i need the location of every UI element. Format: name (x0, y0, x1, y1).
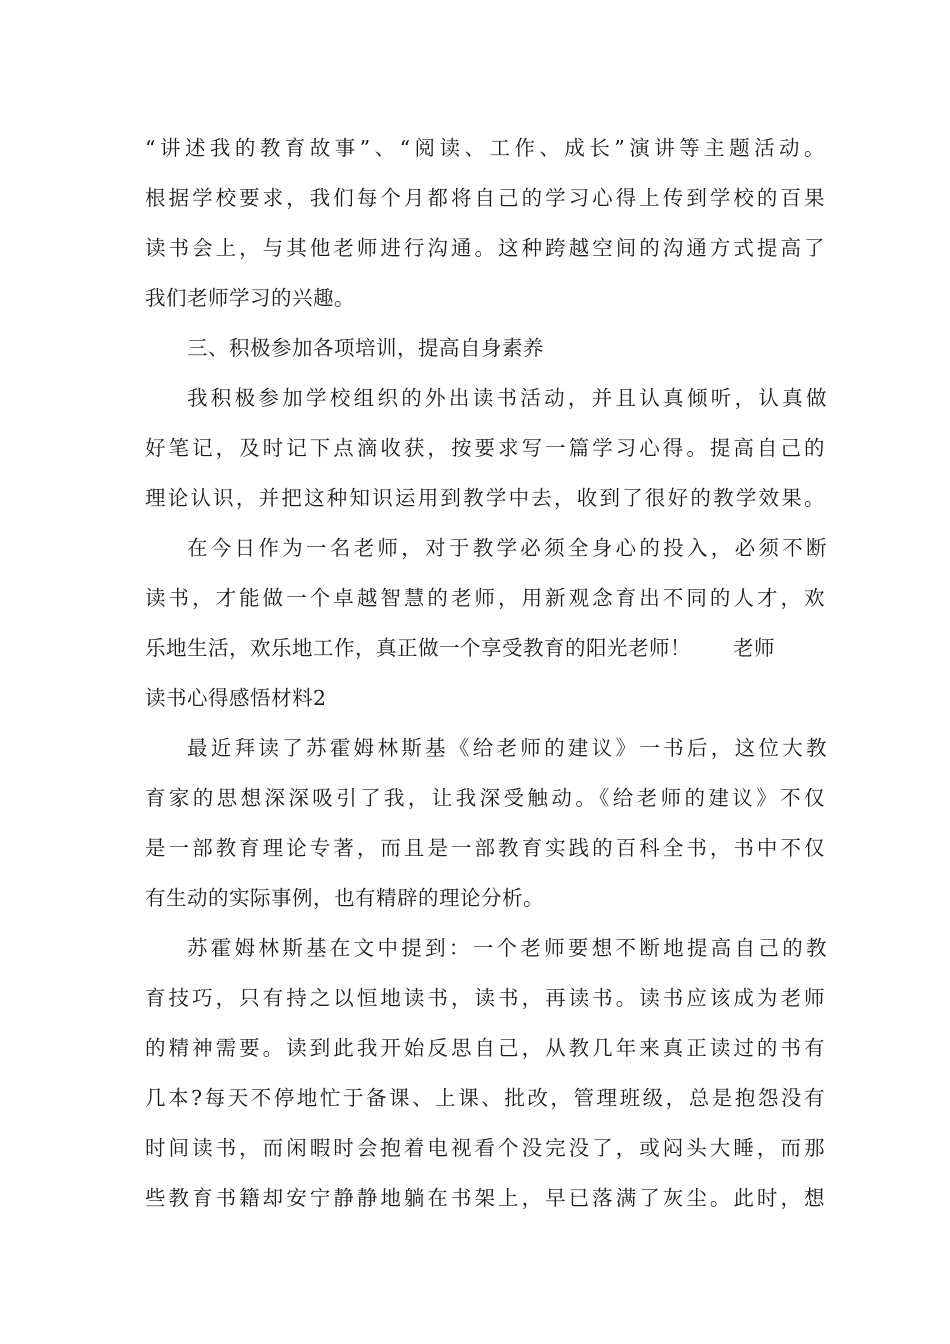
text-line: 有生动的实际事例，也有精辟的理论分析。 (145, 886, 544, 910)
text-line: 育技巧，只有持之以恒地读书，读书，再读书。读书应该成为老师 (145, 986, 825, 1010)
text-line: 理论认识，并把这种知识运用到教学中去，收到了很好的教学效果。 (145, 486, 825, 510)
text-line: 根据学校要求，我们每个月都将自己的学习心得上传到学校的百果 (145, 186, 825, 210)
text-line: 最近拜读了苏霍姆林斯基《给老师的建议》一书后，这位大教 (187, 736, 827, 760)
text-line: 我积极参加学校组织的外出读书活动，并且认真倾听，认真做 (187, 386, 827, 410)
text-line: 时间读书，而闲暇时会抱着电视看个没完没了，或闷头大睡，而那 (145, 1136, 825, 1160)
text-line: 我们老师学习的兴趣。 (145, 286, 355, 310)
text-line: 的精神需要。读到此我开始反思自己，从教几年来真正读过的书有 (145, 1036, 825, 1060)
text-line: 些教育书籍却安宁静静地躺在书架上，早已落满了灰尘。此时，想 (145, 1186, 825, 1210)
text-line: 是一部教育理论专著，而且是一部教育实践的百科全书，书中不仅 (145, 836, 825, 860)
text-line: 好笔记，及时记下点滴收获，按要求写一篇学习心得。提高自己的 (145, 436, 825, 460)
text-line: “讲述我的教育故事”、“阅读、工作、成长”演讲等主题活动。 (145, 136, 825, 160)
text-line: 育家的思想深深吸引了我，让我深受触动。《给老师的建议》不仅 (145, 786, 825, 810)
text-line: 乐地生活，欢乐地工作，真正做一个享受教育的阳光老师！ 老师 (145, 636, 775, 660)
section-heading: 三、积极参加各项培训，提高自身素养 (187, 336, 544, 360)
text-line: 在今日作为一名老师，对于教学必须全身心的投入，必须不断 (187, 536, 827, 560)
text-line: 读书会上，与其他老师进行沟通。这种跨越空间的沟通方式提高了 (145, 236, 825, 260)
text-line: 苏霍姆林斯基在文中提到：一个老师要想不断地提高自己的教 (187, 936, 827, 960)
text-line: 读书，才能做一个卓越智慧的老师，用新观念育出不同的人才，欢 (145, 586, 825, 610)
text-line: 几本?每天不停地忙于备课、上课、批改，管理班级，总是抱怨没有 (145, 1086, 825, 1110)
article-title: 读书心得感悟材料2 (145, 686, 327, 710)
